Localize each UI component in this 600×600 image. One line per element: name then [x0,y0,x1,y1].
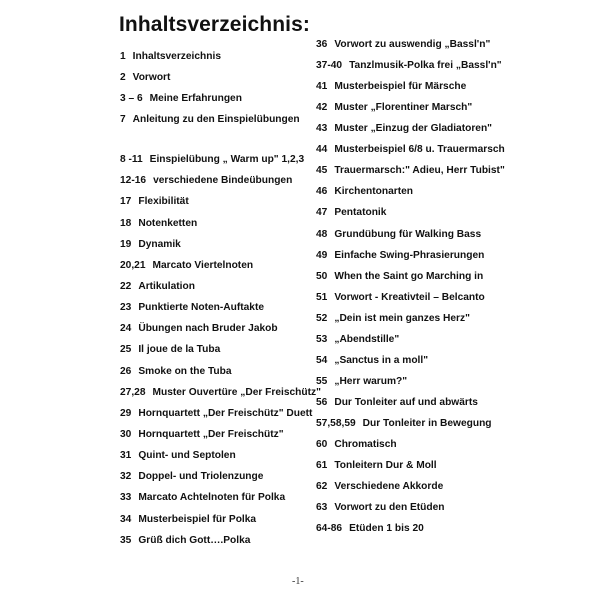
toc-entry-title: Vorwort zu auswendig „Bassl'n" [334,39,491,50]
toc-entry-page: 33 [120,492,132,503]
toc-entry-title: Hornquartett „Der Freischütz" [138,429,284,440]
toc-entry-page: 51 [316,292,328,303]
toc-entry-title: Dur Tonleiter auf und abwärts [334,397,478,408]
toc-entry [120,408,312,420]
toc-entry-page: 20,21 [120,260,146,271]
toc-entry-page: 55 [316,376,328,387]
toc-entry-title: Hornquartett „Der Freischütz" Duett [138,408,313,419]
toc-entry-title: Grüß dich Gott….Polka [138,535,251,546]
toc-entry [316,102,472,114]
toc-entry-title: Einspielübung „ Warm up" 1,2,3 [149,154,305,165]
toc-entry [120,492,285,504]
toc-entry-title: Marcato Achtelnoten für Polka [138,492,286,503]
toc-entry-title: Tanzlmusik-Polka frei „Bassl'n" [349,60,502,71]
toc-entry-title: Muster „Einzug der Gladiatoren" [334,123,493,134]
toc-entry [316,165,505,177]
toc-entry [316,397,478,409]
toc-entry-title: Übungen nach Bruder Jakob [138,323,278,334]
toc-entry-title: Quint- und Septolen [138,450,236,461]
toc-entry [120,387,321,399]
toc-entry-page: 8 -11 [120,154,143,165]
toc-entry-title: Marcato Viertelnoten [152,260,254,271]
toc-entry-title: Musterbeispiel für Märsche [334,81,467,92]
toc-entry [120,239,181,251]
toc-entry-page: 48 [316,229,328,240]
toc-entry-title: Verschiedene Akkorde [334,481,444,492]
toc-entry [120,366,232,378]
toc-entry [316,355,428,367]
toc-entry-page: 61 [316,460,328,471]
toc-entry-title: „Herr warum?" [334,376,408,387]
toc-entry-page: 37-40 [316,60,343,71]
toc-entry [316,439,397,451]
toc-entry-page: 63 [316,502,328,513]
toc-entry [316,502,445,514]
toc-entry [120,344,220,356]
toc-entry [120,51,221,63]
toc-entry [120,218,197,230]
toc-entry-title: Kirchentonarten [334,186,414,197]
toc-entry [120,114,300,126]
toc-entry-title: Vorwort zu den Etüden [334,502,445,513]
toc-entry [120,323,278,335]
toc-entry-page: 53 [316,334,328,345]
toc-entry [120,175,292,187]
toc-entry-page: 34 [120,514,132,525]
toc-entry-title: verschiedene Bindeübungen [153,175,293,186]
toc-entry-title: Notenketten [138,218,198,229]
toc-entry-title: Meine Erfahrungen [149,93,242,104]
toc-entry-title: Inhaltsverzeichnis [132,51,221,62]
toc-entry-title: „Dein ist mein ganzes Herz" [334,313,470,324]
toc-entry-page: 24 [120,323,132,334]
toc-entry-page: 25 [120,344,132,355]
toc-entry-page: 41 [316,81,328,92]
toc-entry-title: Vorwort [132,72,171,83]
toc-entry-title: Flexibilität [138,196,189,207]
toc-entry-title: Trauermarsch:" Adieu, Herr Tubist" [334,165,505,176]
toc-entry [316,229,481,241]
toc-entry [316,186,413,198]
toc-entry [120,93,242,105]
toc-entry-page: 52 [316,313,328,324]
toc-entry-page: 46 [316,186,328,197]
toc-entry-page: 44 [316,144,328,155]
toc-entry-page: 27,28 [120,387,146,398]
toc-entry-title: Artikulation [138,281,195,292]
toc-entry [120,196,189,208]
toc-entry-title: Doppel- und Triolenzunge [138,471,264,482]
toc-entry-page: 62 [316,481,328,492]
toc-entry-title: Pentatonik [334,207,387,218]
toc-entry-title: Anleitung zu den Einspielübungen [132,114,300,125]
toc-entry [316,523,424,535]
toc-entry-page: 22 [120,281,132,292]
toc-entry-page: 26 [120,366,132,377]
toc-entry-page: 19 [120,239,132,250]
toc-entry [316,292,485,304]
toc-entry [316,271,483,283]
toc-entry-title: „Sanctus in a moll" [334,355,429,366]
toc-entry-title: Muster Ouvertüre „Der Freischütz" [152,387,321,398]
toc-entry-title: Smoke on the Tuba [138,366,232,377]
toc-entry-title: Dynamik [138,239,181,250]
toc-entry-page: 32 [120,471,132,482]
toc-entry-title: Musterbeispiel 6/8 u. Trauermarsch [334,144,505,155]
toc-entry [120,281,195,293]
toc-entry-page: 17 [120,196,132,207]
toc-entry [316,313,470,325]
toc-entry [316,81,466,93]
toc-entry [316,376,407,388]
toc-entry [316,123,492,135]
toc-entry-page: 60 [316,439,328,450]
toc-entry-page: 49 [316,250,328,261]
toc-entry-page: 45 [316,165,328,176]
toc-entry-title: „Abendstille" [334,334,400,345]
toc-entry [120,535,250,547]
toc-entry-page: 35 [120,535,132,546]
toc-entry-title: Muster „Florentiner Marsch" [334,102,473,113]
toc-entry [316,250,484,262]
toc-entry [316,460,437,472]
toc-entry-title: Tonleitern Dur & Moll [334,460,437,471]
toc-entry [316,334,399,346]
toc-entry [316,39,490,51]
toc-entry-page: 42 [316,102,328,113]
toc-entry [120,514,256,526]
toc-entry [316,418,492,430]
toc-entry-page: 50 [316,271,328,282]
toc-entry-page: 56 [316,397,328,408]
toc-entry-title: Einfache Swing-Phrasierungen [334,250,485,261]
toc-entry [120,260,253,272]
toc-entry-title: Vorwort - Kreativteil – Belcanto [334,292,485,303]
toc-entry [120,471,263,483]
toc-entry-page: 47 [316,207,328,218]
toc-entry-page: 64-86 [316,523,343,534]
toc-entry [120,72,170,84]
toc-entry-page: 36 [316,39,328,50]
toc-entry-page: 23 [120,302,132,313]
toc-entry [120,154,304,166]
toc-entry-title: Dur Tonleiter in Bewegung [362,418,492,429]
page-number: -1- [292,576,304,587]
toc-entry-title: Chromatisch [334,439,397,450]
toc-entry-page: 2 [120,72,126,83]
toc-entry-page: 12-16 [120,175,147,186]
toc-entry-page: 3 – 6 [120,93,143,104]
toc-entry-title: Punktierte Noten-Auftakte [138,302,265,313]
toc-entry-page: 7 [120,114,126,125]
toc-entry-page: 54 [316,355,328,366]
toc-entry [316,481,443,493]
toc-entry-page: 30 [120,429,132,440]
toc-entry-title: When the Saint go Marching in [334,271,484,282]
page-title: Inhaltsverzeichnis: [119,13,310,36]
toc-entry [316,144,505,156]
toc-entry-title: Musterbeispiel für Polka [138,514,257,525]
toc-entry [120,450,236,462]
toc-entry [316,207,386,219]
toc-entry-title: Grundübung für Walking Bass [334,229,482,240]
toc-entry-title: Il joue de la Tuba [138,344,221,355]
toc-entry-page: 18 [120,218,132,229]
toc-entry [316,60,502,72]
toc-entry-page: 1 [120,51,126,62]
toc-entry-page: 57,58,59 [316,418,356,429]
toc-entry-page: 31 [120,450,132,461]
toc-entry-page: 29 [120,408,132,419]
toc-entry [120,429,284,441]
toc-entry [120,302,264,314]
toc-entry-page: 43 [316,123,328,134]
toc-entry-title: Etüden 1 bis 20 [349,523,424,534]
